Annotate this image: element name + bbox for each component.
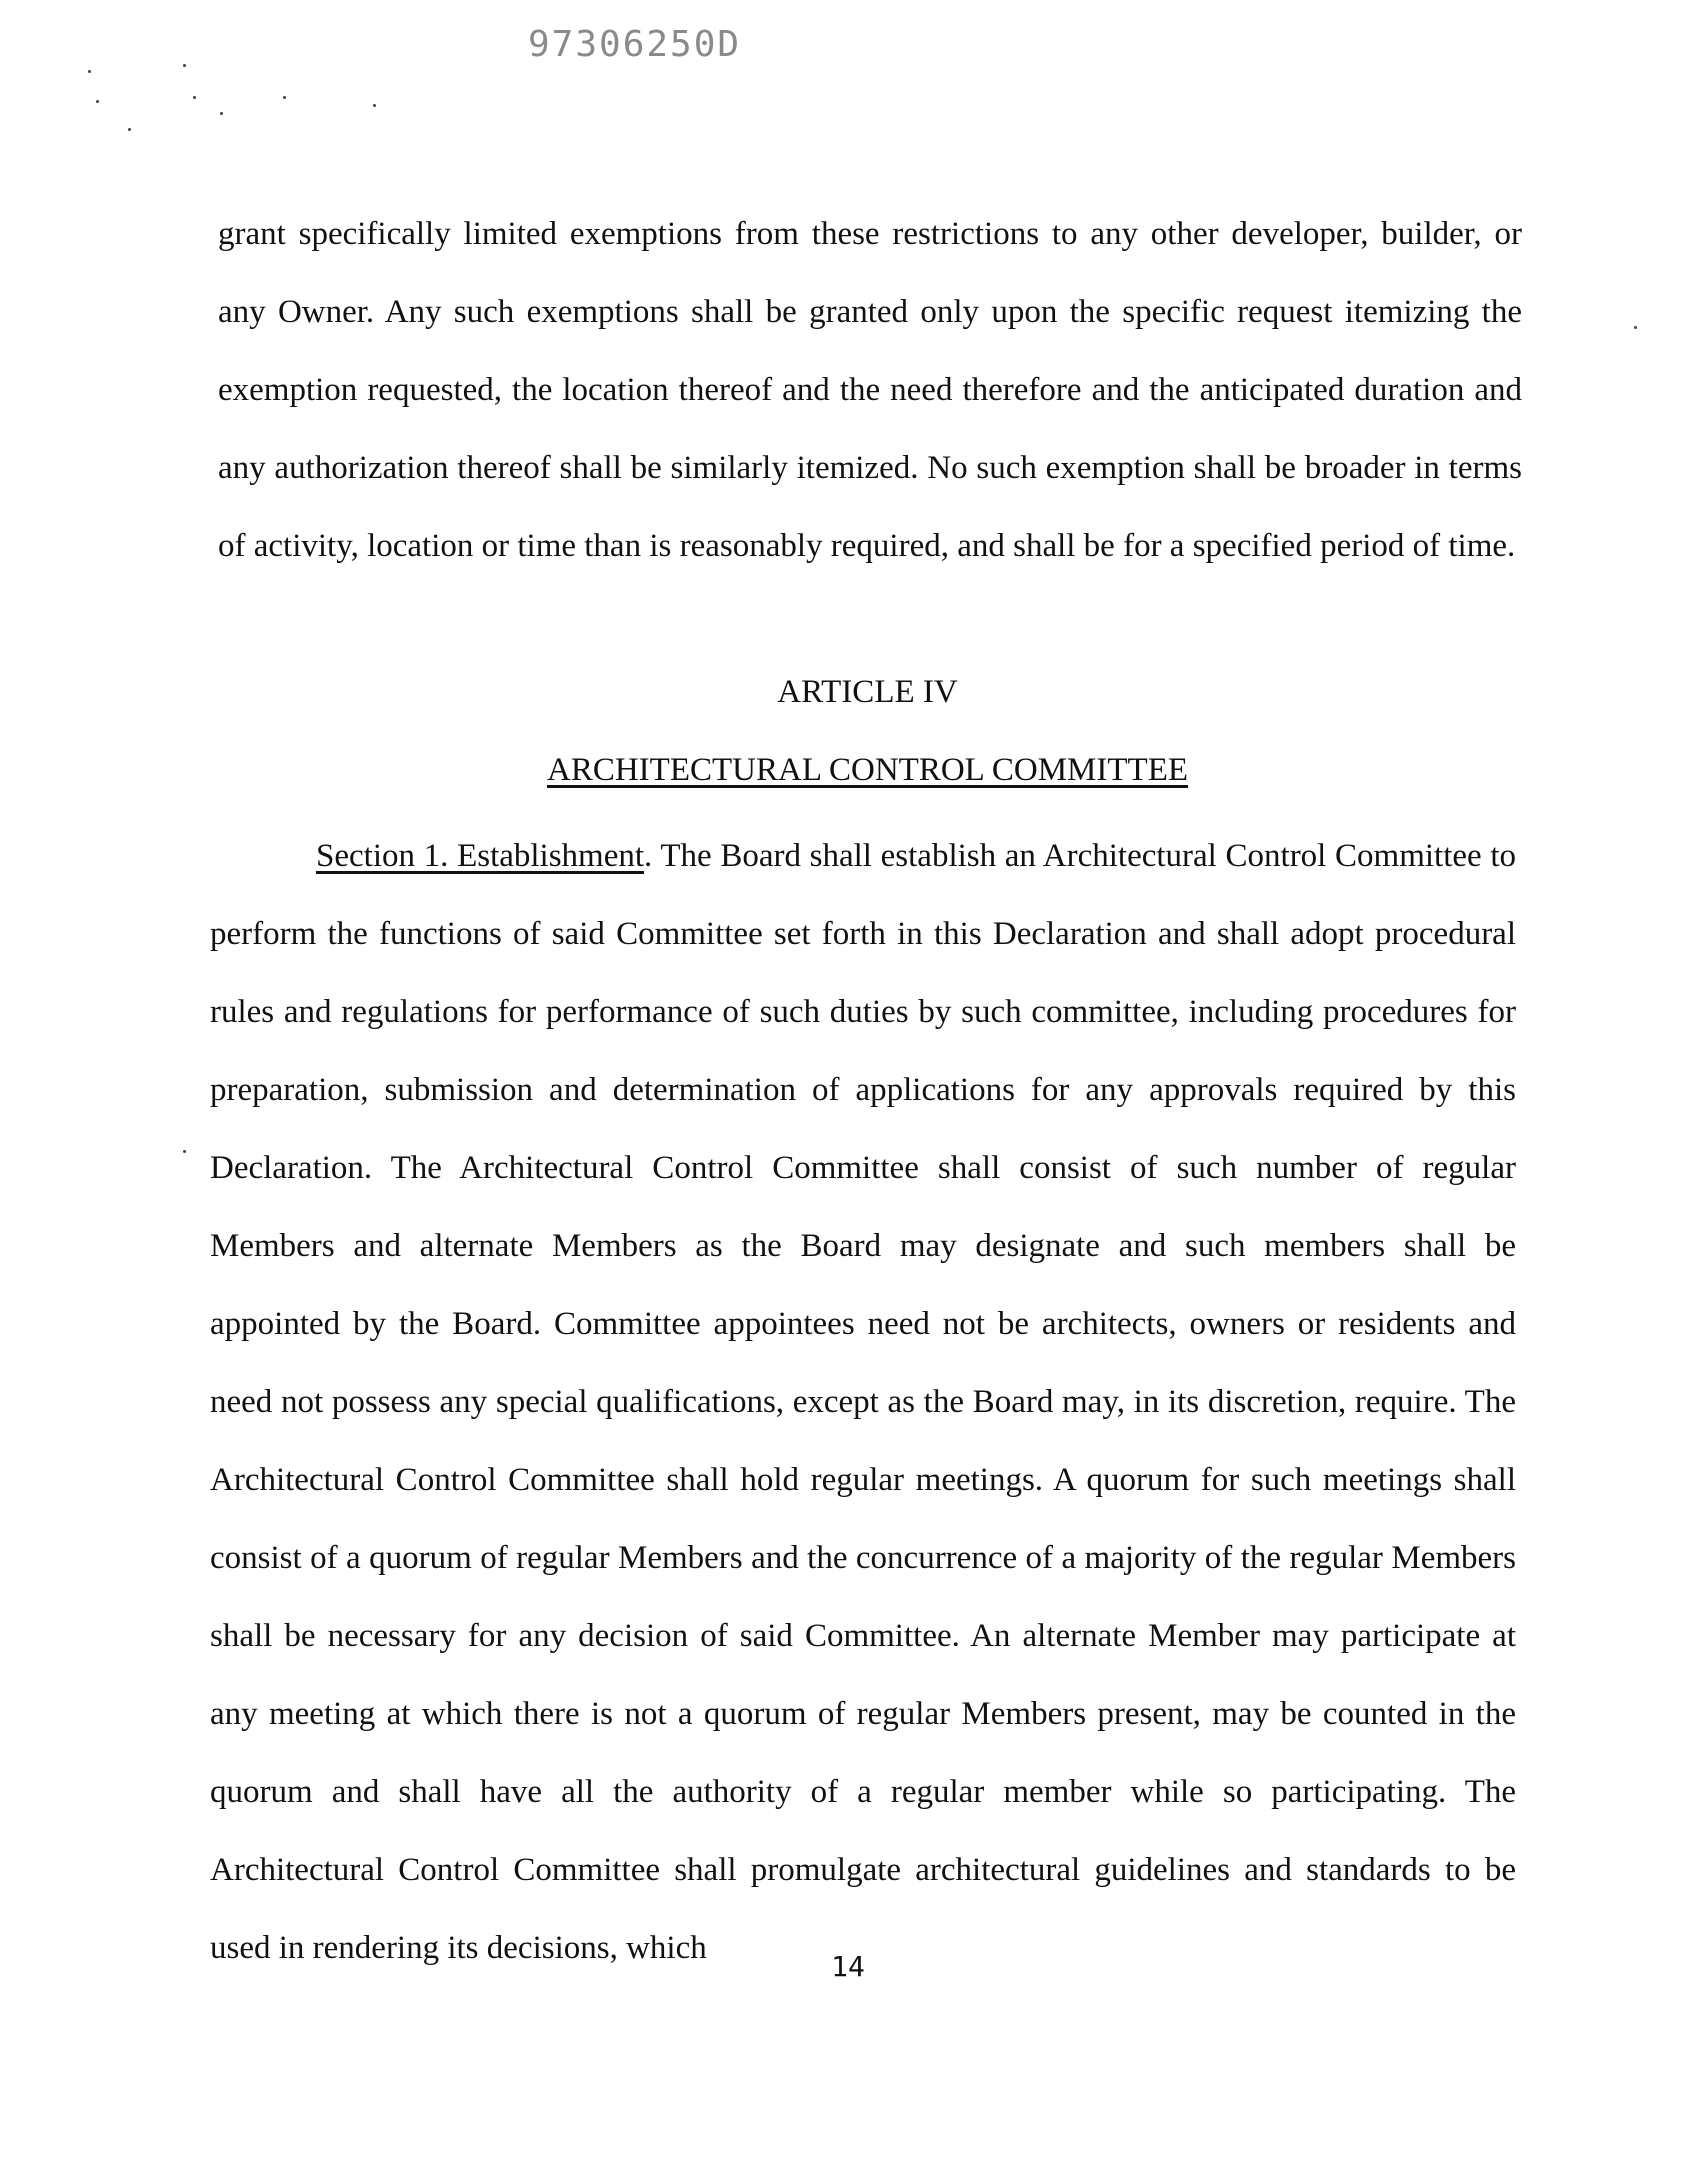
scan-speck [128, 128, 131, 131]
page-number: 14 [831, 1950, 865, 1983]
scan-speck [283, 96, 286, 99]
scan-speck [193, 96, 196, 99]
section-text: The Board shall establish an Architectural Control Committee to perform the functions of said Committee set forth in this Declaration and shall adopt procedural rules and regulations for performance of such duties by such committee, including procedures for preparation, submission and determination of applications for any approvals required by this Declaration. The Architectural Control Committee shall consist of such number of regular Members and alternate Members as the Board may designate and such members shall be appointed by the Board. Committee appointees need not be architects, owners or residents and need not possess any special qualifications, except as the Board may, in its discretion, require. The Architectural Control Committee shall hold regular meetings. A quorum for such meetings shall consist of a quorum of regular Members and the concurrence of a majority of the regular Members shall be necessary for any decision of said Committee. An alternate Member may participate at any meeting at which there is not a quorum of regular Members present, may be counted in the quorum and shall have all the authority of a regular member while so participating. The Architectural Control Committee shall promulgate architectural guidelines and standards to be used in rendering its decisions, which [210, 838, 1516, 1966]
section-paragraph [210, 817, 1516, 1987]
scan-speck [183, 64, 186, 67]
scan-speck [373, 104, 376, 107]
section-heading-punct: . [644, 838, 653, 874]
continuation-paragraph: grant specifically limited exemptions from these restrictions to any other developer, builder, or any Owner. Any such exemptions shall be granted only upon the specific request itemizing the exemption requested, the location thereof and the need therefore and the anticipated duration and any authorization thereof shall be similarly itemized. No such exemption shall be broader in terms of activity, location or time than is reasonably required, and shall be for a specified period of time. [218, 216, 1522, 564]
scan-speck [1634, 326, 1637, 329]
scan-speck [220, 112, 223, 115]
scan-speck [88, 70, 91, 73]
article-number: ARTICLE IV [777, 674, 958, 710]
document-number-stamp: 97306250D [528, 24, 742, 65]
article-title: ARCHITECTURAL CONTROL COMMITTEE [546, 752, 1189, 788]
scan-speck [183, 1150, 186, 1153]
section-heading: Section 1. Establishment [316, 838, 645, 874]
scan-speck [96, 100, 99, 103]
